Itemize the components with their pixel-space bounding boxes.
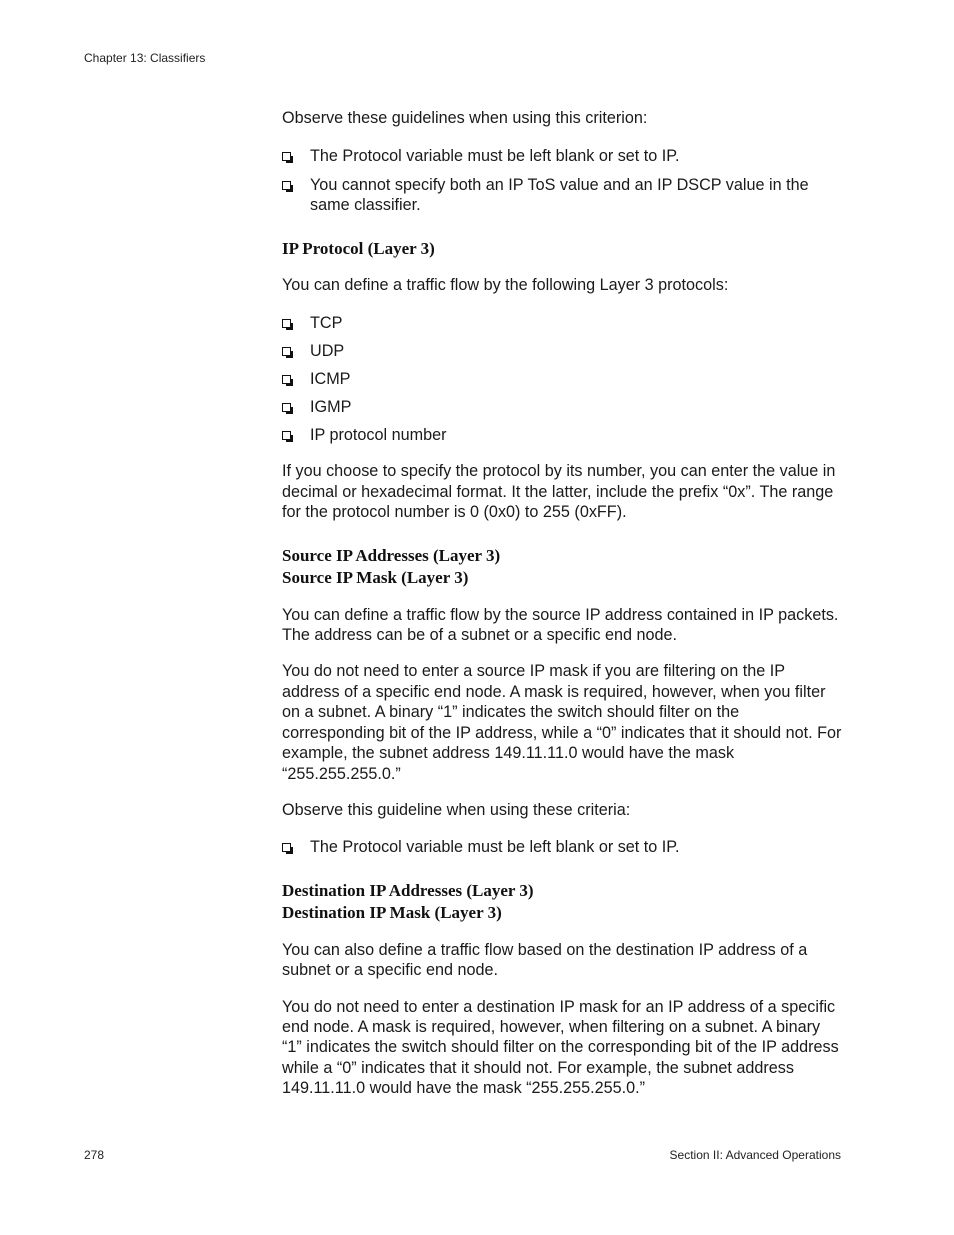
checkbox-bullet-icon xyxy=(282,319,291,328)
checkbox-bullet-icon xyxy=(282,375,291,384)
checkbox-bullet-icon xyxy=(282,843,291,852)
page-body xyxy=(282,108,842,1099)
page-number: 278 xyxy=(84,1148,105,1162)
intro-bullet-list xyxy=(282,146,842,215)
checkbox-bullet-icon xyxy=(282,181,291,190)
checkbox-bullet-icon xyxy=(282,152,291,161)
section-heading: Destination IP Addresses (Layer 3) xyxy=(282,880,534,900)
checkbox-bullet-icon xyxy=(282,403,291,412)
intro-text: Observe these guidelines when using this criterion: xyxy=(282,109,648,127)
list-item: UDP xyxy=(282,341,842,361)
section-heading: Destination IP Mask (Layer 3) xyxy=(282,902,502,922)
list-item: IP protocol number xyxy=(282,425,842,445)
list-item: TCP xyxy=(282,313,842,333)
paragraph: You can define a traffic flow by the source IP address contained in IP packets. The address can be of a subnet or a specific end node. xyxy=(282,605,839,645)
paragraph: If you choose to specify the protocol by its number, you can enter the value in decimal or hexadecimal format. It the latter, include the prefix “0x”. The range for the protocol number is 0 (0x0) to 255 (0xFF). xyxy=(282,462,836,522)
section-heading: Source IP Addresses (Layer 3) xyxy=(282,545,501,565)
running-header: Chapter 13: Classifiers xyxy=(84,51,206,65)
section-heading: IP Protocol (Layer 3) xyxy=(282,238,435,258)
list-item: ICMP xyxy=(282,369,842,389)
paragraph: You do not need to enter a destination IP mask for an IP address of a specific end node. A mask is required, however, when filtering on a subnet. A binary “1” indicates the switch should filter on the corresponding bit of the IP address while a “0” indicates that it should not. For example, the subnet address 149.11.11.0 would have the mask “255.255.255.0.” xyxy=(282,997,839,1098)
list-item: IGMP xyxy=(282,397,842,417)
paragraph: You can define a traffic flow by the following Layer 3 protocols: xyxy=(282,275,729,294)
checkbox-bullet-icon xyxy=(282,431,291,440)
section-heading: Source IP Mask (Layer 3) xyxy=(282,567,469,587)
protocol-bullet-list xyxy=(282,313,842,445)
source-bullet-list xyxy=(282,837,842,857)
paragraph: You can also define a traffic flow based on the destination IP address of a subnet or a specific end node. xyxy=(282,940,808,980)
checkbox-bullet-icon xyxy=(282,347,291,356)
paragraph: You do not need to enter a source IP mask if you are filtering on the IP address of a specific end node. A mask is required, however, when you filter on a subnet. A binary “1” indicates the switch should filter on the corresponding bit of the IP address, while a “0” indicates that it should not. For example, the subnet address 149.11.11.0 would have the mask “255.255.255.0.” xyxy=(282,662,842,783)
list-item: You cannot specify both an IP ToS value and an IP DSCP value in the same classifier. xyxy=(282,175,842,216)
running-footer: Section II: Advanced Operations xyxy=(669,1148,841,1162)
list-item: The Protocol variable must be left blank or set to IP. xyxy=(282,146,842,166)
list-item: The Protocol variable must be left blank or set to IP. xyxy=(282,837,842,857)
paragraph: Observe this guideline when using these criteria: xyxy=(282,800,631,819)
